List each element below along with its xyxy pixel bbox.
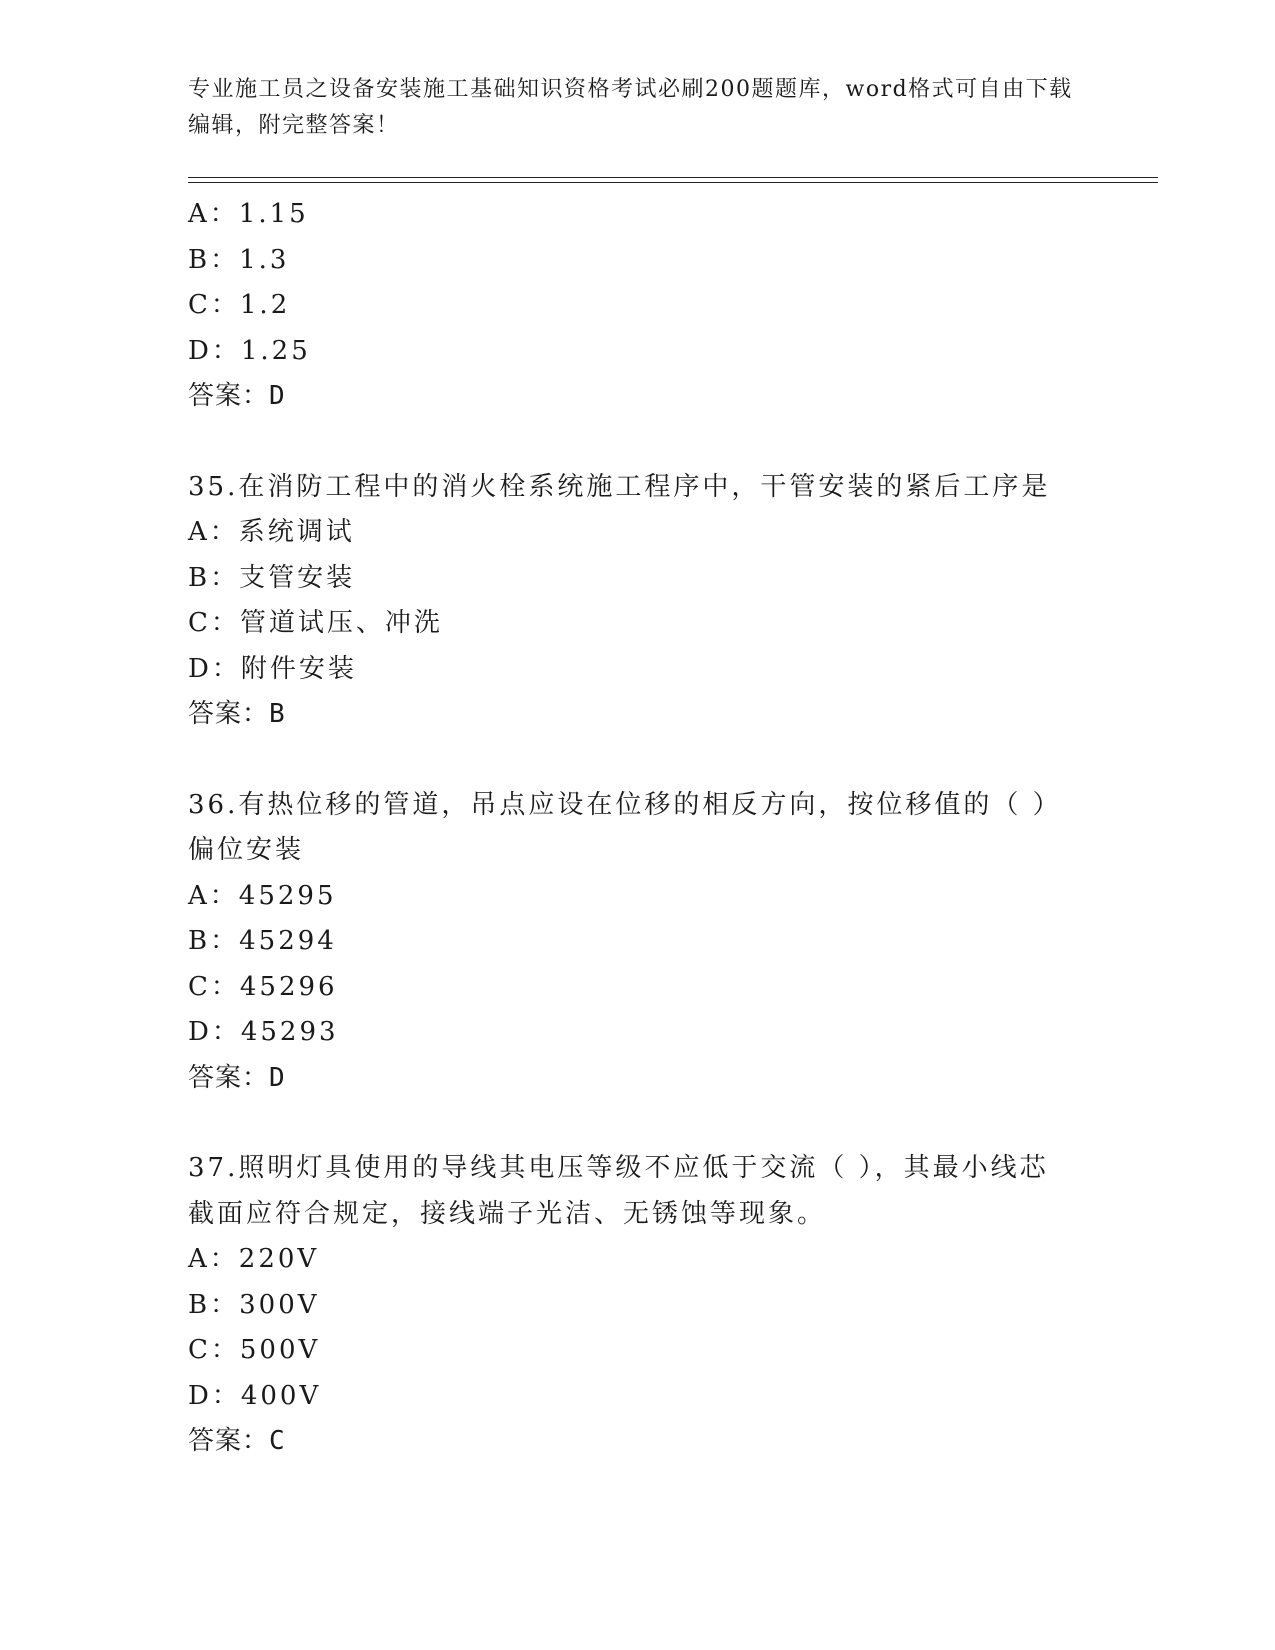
header-rule-bottom — [188, 182, 1158, 183]
option-b: B：1.3 — [188, 244, 290, 275]
spacer — [188, 1101, 1088, 1146]
option-c: C：500V — [188, 1335, 321, 1365]
spacer — [188, 738, 1088, 783]
carryover-block — [188, 192, 1088, 420]
question-stem: 35.在消防工程中的消火栓系统施工程序中，干管安装的紧后工序是 — [188, 471, 1051, 502]
question-37 — [188, 1146, 1088, 1465]
option-a: A：系统调试 — [188, 517, 355, 547]
option-c: C：45296 — [188, 971, 338, 1002]
option-c: C：管道试压、冲洗 — [188, 608, 443, 638]
spacer — [188, 420, 1088, 465]
option-b: B：45294 — [188, 926, 337, 956]
option-c: C：1.2 — [188, 290, 291, 320]
option-a: A：220V — [188, 1244, 320, 1274]
question-list — [188, 192, 1088, 1465]
option-d: D：1.25 — [188, 335, 311, 366]
option-b: B：支管安装 — [188, 562, 356, 593]
document-header: 专业施工员之设备安装施工基础知识资格考试必刷200题题库，word格式可自由下载编辑，附完整答案！ — [188, 77, 1073, 138]
question-stem: 36.有热位移的管道，吊点应设在位移的相反方向，按位移值的（ ）偏位安装 — [188, 789, 1062, 865]
option-b: B：300V — [188, 1289, 320, 1320]
question-35 — [188, 465, 1088, 738]
header-rule-top — [188, 177, 1158, 178]
question-36 — [188, 783, 1088, 1102]
answer-line: 答案：B — [188, 699, 286, 729]
answer-line: 答案：C — [188, 1426, 286, 1456]
option-a: A：1.15 — [188, 199, 309, 229]
answer-line: 答案：D — [188, 381, 286, 411]
answer-line: 答案：D — [188, 1062, 286, 1093]
question-stem: 37.照明灯具使用的导线其电压等级不应低于交流（ ），其最小线芯截面应符合规定，接线端子光洁、无锈蚀等现象。 — [188, 1153, 1049, 1229]
option-d: D：400V — [188, 1380, 322, 1411]
option-d: D：附件安装 — [188, 653, 357, 684]
option-d: D：45293 — [188, 1017, 339, 1047]
option-a: A：45295 — [188, 880, 337, 911]
